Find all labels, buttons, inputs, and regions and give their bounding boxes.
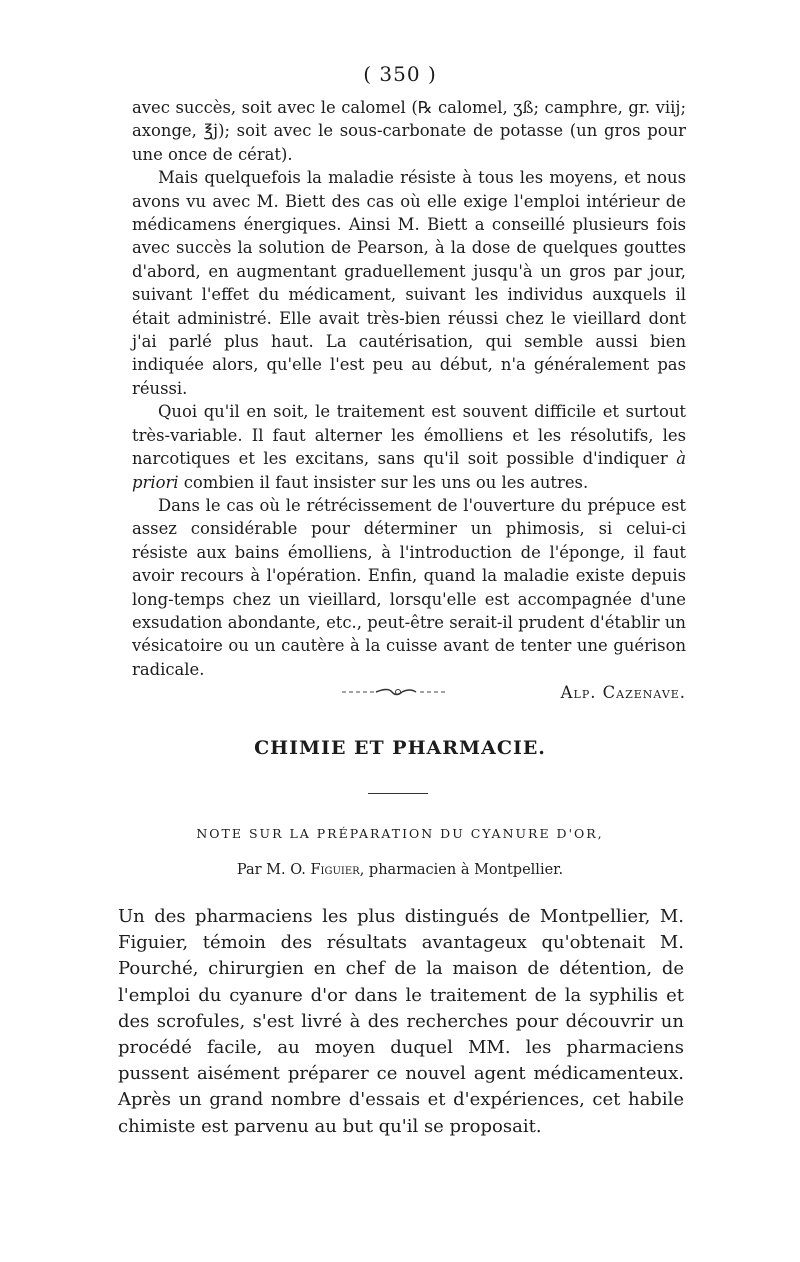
- byline-prefix: Par M. O.: [236, 862, 311, 878]
- paragraph-continuation: avec succès, soit avec le calomel (℞ calomel, ʒß; camphre, gr. viij; axonge, ℥j); soit avec le sous-carbonate de potasse (un gros pour une once de cérat).: [132, 98, 686, 164]
- paragraph-text: combien il faut insister sur les uns ou les autres.: [178, 472, 589, 492]
- article-paragraph: Un des pharmaciens les plus distingués de Montpellier, M. Figuier, témoin des résultats avantageux qu'obtenait M. Pourché, chirurgien en chef de la maison de détention, de l'emploi du cyanure d'or dans le traitement de la syphilis et des scrofules, s'est livré à des recherches pour découvrir un procédé facile, au moyen duquel MM. les pharmaciens pussent aisément préparer ce nouvel agent médicamenteux. Après un grand nombre d'essais et d'expériences, cet habile chimiste est parvenu au but qu'il se proposait.: [118, 906, 684, 1137]
- paragraph-text: Dans le cas où le rétrécissement de l'ouverture du prépuce est assez considérable pour déterminer un phimosis, si celui-ci résiste aux bains émolliens, à l'introduction de l'éponge, il faut avoir recours à l'opération. Enfin, quand la maladie existe depuis long-temps chez un vieillard, lorsqu'elle est accompagnée d'une exsudation abondante, etc., peut-être serait-il prudent d'établir un vésicatoire ou un cautère à la cuisse avant de tenter une guérison radicale.: [132, 495, 686, 679]
- paragraph-text: Quoi qu'il en soit, le traitement est souvent difficile et surtout très-variable. Il faut alterner les émolliens et les résolutifs, les narcotiques et les excitans, sans qu'il soit possible d'indiquer: [132, 402, 686, 469]
- paragraph-traitement: [132, 400, 686, 494]
- author-name: Figuier: [310, 862, 360, 878]
- author-signature: Alp. Cazenave.: [560, 683, 686, 703]
- text-block: [132, 96, 686, 705]
- section-heading: CHIMIE ET PHARMACIE.: [254, 737, 546, 759]
- heading-rule: [368, 793, 428, 794]
- paragraph-phimosis: [132, 494, 686, 681]
- paragraph-maladie: Mais quelquefois la maladie résiste à tous les moyens, et nous avons vu avec M. Biett des cas où elle exige l'emploi intérieur de médicamens énergiques. Ainsi M. Biett a conseillé plusieurs fois avec succès la solution de Pearson, à la dose de quelques gouttes d'abord, en augmentant graduellement jusqu'à un gros par jour, suivant l'effet du médicament, suivant les individus auxquels il était administré. Elle avait très-bien réussi chez le vieillard dont j'ai parlé plus haut. La cautérisation, qui semble aussi bien indiquée alors, qu'elle l'est peu au début, n'a généralement pas réussi.: [132, 168, 686, 398]
- italic-phrase: à priori: [132, 449, 686, 492]
- ornament-divider: [340, 684, 450, 700]
- page-number: ( 350 ): [363, 62, 437, 86]
- article-title: NOTE SUR LA PRÉPARATION DU CYANURE D'OR,: [196, 826, 604, 841]
- article-body: [118, 904, 684, 1140]
- article-byline: [0, 862, 800, 878]
- byline-suffix: , pharmacien à Montpellier.: [359, 862, 564, 878]
